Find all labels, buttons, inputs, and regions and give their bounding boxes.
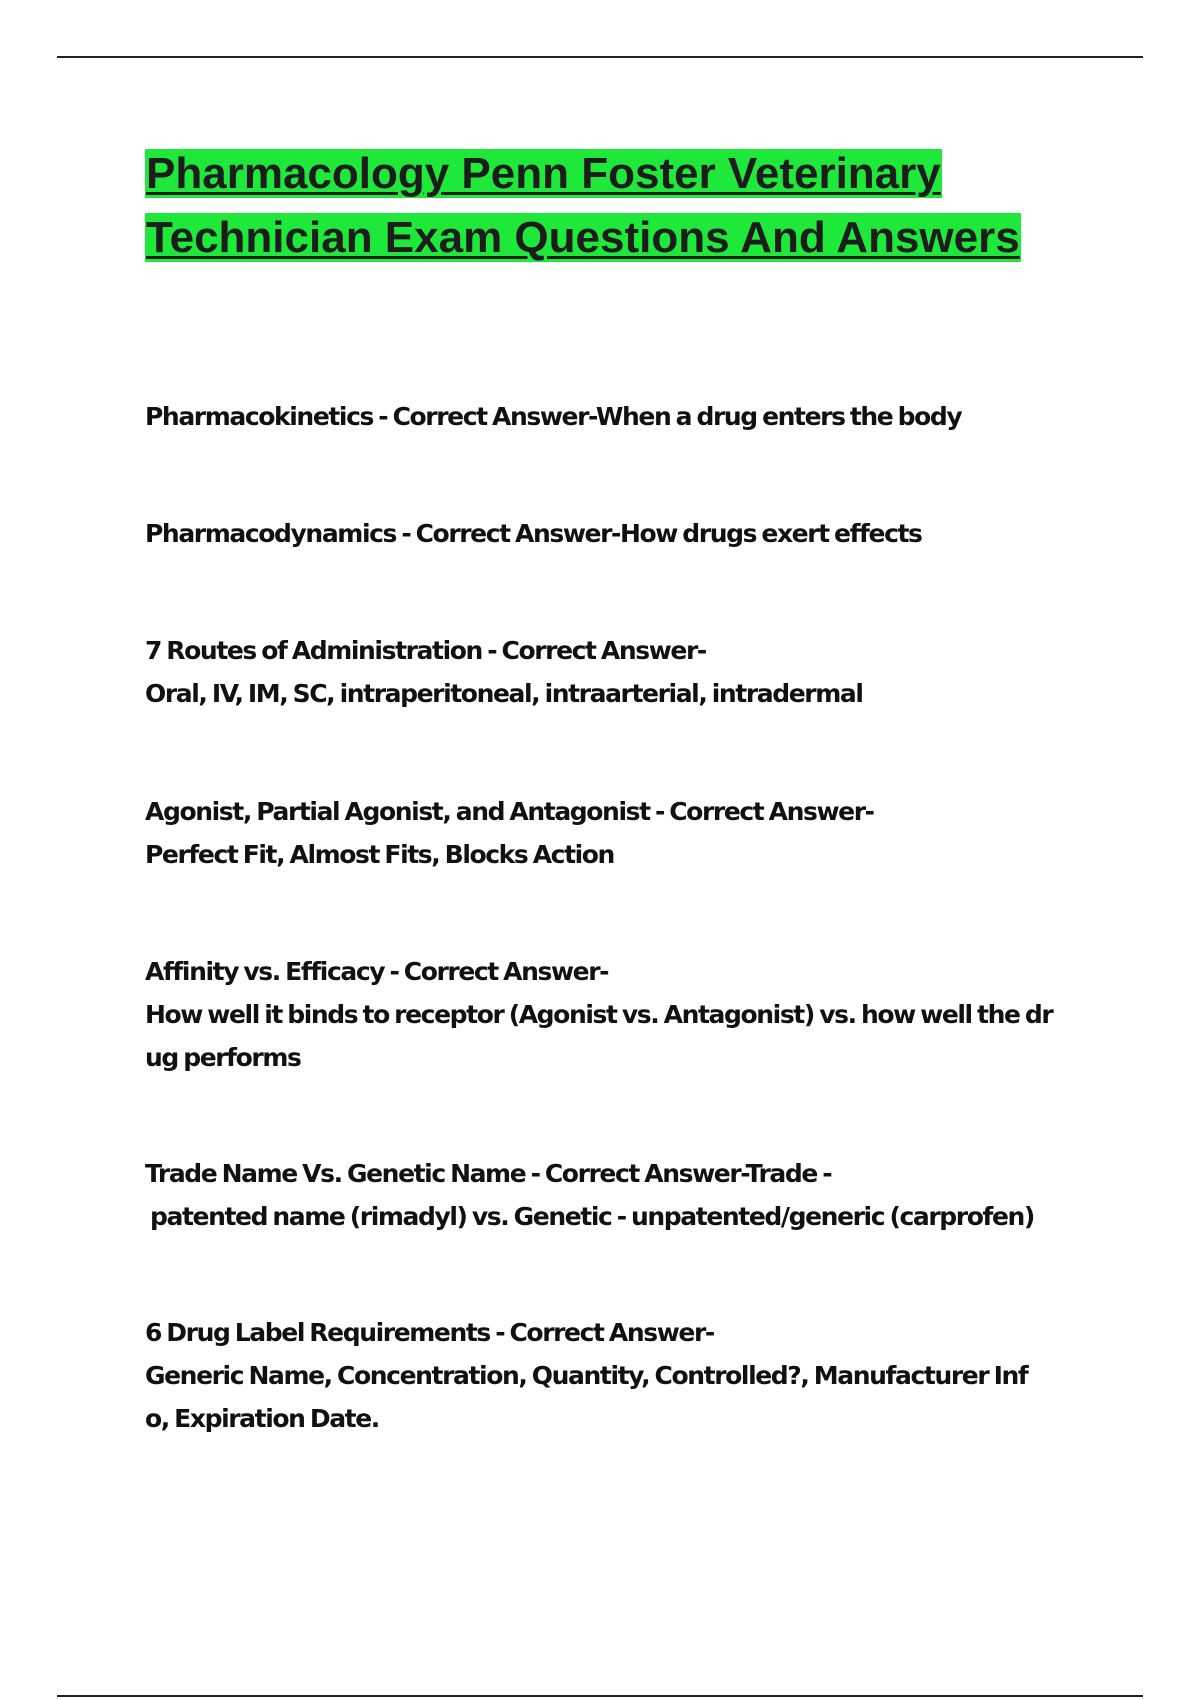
- qa-line: 7 Routes of Administration - Correct Answer-: [145, 636, 706, 665]
- qa-item-pharmacodynamics: [145, 512, 1085, 555]
- qa-line: o, Expiration Date.: [145, 1404, 379, 1433]
- qa-line: Generic Name, Concentration, Quantity, Controlled?, Manufacturer Inf: [145, 1361, 1028, 1390]
- qa-line: Perfect Fit, Almost Fits, Blocks Action: [145, 840, 614, 869]
- document-title-text: Pharmacology Penn Foster Veterinary Technician Exam Questions And Answers: [146, 149, 1020, 262]
- document-title: [145, 142, 1075, 270]
- qa-item-affinity-efficacy: [145, 950, 1085, 1079]
- qa-line: How well it binds to receptor (Agonist vs. Antagonist) vs. how well the dr: [145, 1000, 1053, 1029]
- qa-line: Affinity vs. Efficacy - Correct Answer-: [145, 957, 609, 986]
- top-divider: [57, 56, 1143, 58]
- qa-item-pharmacokinetics: [145, 395, 1085, 438]
- qa-line: ug performs: [145, 1043, 301, 1072]
- qa-item-agonist-antagonist: [145, 790, 1085, 876]
- qa-line: Trade Name Vs. Genetic Name - Correct Answer-Trade -: [145, 1159, 832, 1188]
- qa-item-drug-label-requirements: [145, 1311, 1085, 1440]
- qa-line: Pharmacokinetics - Correct Answer-When a drug enters the body: [145, 402, 962, 431]
- bottom-divider: [57, 1695, 1143, 1697]
- qa-item-routes-of-administration: [145, 629, 1085, 715]
- qa-line: 6 Drug Label Requirements - Correct Answer-: [145, 1318, 714, 1347]
- qa-line: patented name (rimadyl) vs. Genetic - unpatented/generic (carprofen): [150, 1202, 1034, 1231]
- qa-line: Pharmacodynamics - Correct Answer-How drugs exert effects: [145, 519, 922, 548]
- qa-line: Agonist, Partial Agonist, and Antagonist - Correct Answer-: [145, 797, 874, 826]
- qa-item-trade-vs-genetic-name: [145, 1152, 1085, 1238]
- qa-line: Oral, IV, IM, SC, intraperitoneal, intraarterial, intradermal: [145, 679, 863, 708]
